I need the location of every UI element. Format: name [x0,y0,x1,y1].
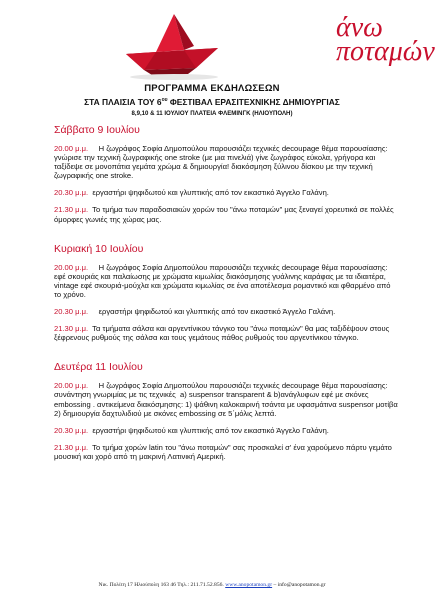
logo [118,8,435,82]
event-text: Η ζωγράφος Σοφία Δημοπούλου παρουσιάζει τεχνικές decoupage θέμα παρουσίασης: συνάντηση γνωριμίας με τις τεχνικές a) suspensor transparent & b)ανάγλυφων εφέ με σκόνες embossing . αντικείμενα διακόσμησης: 1) ψάθινη καλοκαιρινή τσάντα με υφασμάτινα suspensor μοτίβα 2) δημιουργία δαχτυλιδιού με σκόνες embossing σε 5΄μόλις λεπτά. [54,381,403,418]
event-entry [54,205,398,223]
page-title: ΠΡΟΓΡΑΜΜΑ ΕΚΔΗΛΩΣΕΩΝ [144,83,280,94]
spacer [54,232,398,243]
event-entry [54,263,398,299]
event-text: Τα τμήματα σάλσα και αργεντίνικου τάνγκο του "άνω ποταμών" θα μας ταξιδέψουν στους ξέφρενους ρυθμούς της σάλσα και τους γεμάτους πάθος ρυθμούς του αργεντίνικου τάνγκο. [54,324,392,343]
website-link[interactable]: www.anopotamon.gr [225,582,273,588]
subtitle-post: ΦΕΣΤΙΒΑΛ ΕΡΑΣΙΤΕΧΝΙΚΗΣ ΔΗΜΙΟΥΡΓΙΑΣ [167,97,340,107]
event-text: Η ζωγράφος Σοφία Δημοπούλου παρουσιάζει τεχνικές decoupage θέμα παρουσίασης: εφέ σκουριάς και παλαίωσης με χρώματα κιμωλίας διακόσμησης γυάλινης καράφας με τα ιδιαιτέρα, vintage εφέ σκουριά-μούχλα και χρώματα κιμωλίας σε ένα αποτέλεσμα ρομαντικό και φθαρμένο από το χρόνο. [54,262,393,299]
footer-separator: – [272,582,278,588]
event-text: εργαστήρι ψηφιδωτού και γλυπτικής από τον εικαστικό Άγγελο Γαλάνη. [88,307,336,317]
event-text: Το τμήμα χορών latin του "άνω ποταμών" σας προσκαλεί σ' ένα χαρούμενο πάρτυ γεμάτο μουσική και χορό από τη μακρινή Λατινική Αμερική. [54,442,394,461]
event-time: 21.30 μ.μ. [54,324,89,334]
event-text: Η ζωγράφος Σοφία Δημοπούλου παρουσιάζει τεχνικές decoupage θέμα παρουσίασης: γνώρισε την τεχνική ζωγραφικής one stroke (με μια πινελιά) γίνε ζωγράφος εύκολα, γρήγορα και ταξίδεψε σε μονοπάτια γεμάτα χρώμα & δημιουργία! διακόσμηση ξύλινου δίσκου με την τεχνική ζωγραφικής one stroke. [54,144,390,181]
event-entry [54,324,398,342]
event-text: εργαστήρι ψηφιδωτού και γλυπτικής από τον εικαστικό Άγγελο Γαλάνη. [88,188,329,198]
event-time: 21.30 μ.μ. [54,205,89,215]
event-entry [54,144,398,180]
event-text: Το τμήμα των παραδοσιακών χορών του "άνω ποταμών" μας ξεναγεί χορευτικά σε πολλές όμορφες γωνιές της χώρας μας. [54,205,396,224]
event-time: 20.00 μ.μ. [54,144,89,153]
event-entry [54,381,403,418]
day-heading: Σάββατο 9 Ιουλίου [54,124,140,136]
schedule [54,124,403,469]
paper-boat-icon [118,8,228,82]
festival-dates: 8,9,10 & 11 ΙΟΥΛΙΟΥ ΠΛΑΤΕΙΑ ΦΛΕΜΙΝΓΚ (ΗΛΙΟΥΠΟΛΗ) [131,110,293,117]
event-time: 20.30 μ.μ. [54,188,89,198]
event-entry [54,188,398,197]
spacer [54,350,398,361]
subtitle-pre: ΣΤΑ ΠΛΑΙΣΙΑ ΤΟΥ 6 [84,97,162,107]
event-time: 20.30 μ.μ. [54,307,89,317]
day-heading: Δευτέρα 11 Ιουλίου [54,361,143,374]
day-heading: Κυριακή 10 Ιουλίου [54,242,144,255]
brand-logo-text [336,12,435,67]
subtitle-ordinal: ου [161,97,168,104]
event-time: 20.00 μ.μ. [54,262,89,272]
event-time: 20.00 μ.μ. [54,381,89,391]
brand-line1: άνω [336,12,383,43]
event-time: 20.30 μ.μ. [54,425,89,435]
page-subtitle [0,97,424,107]
event-entry [54,426,398,435]
event-entry [54,443,398,461]
event-text: εργαστήρι ψηφιδωτού και γλυπτικής από τον εικαστικό Άγγελο Γαλάνη. [88,425,329,435]
footer [0,582,424,588]
email-address: info@anopotamon.gr [277,582,326,588]
brand-line2: ποταμών [336,36,435,67]
event-entry [54,307,398,316]
event-time: 21.30 μ.μ. [54,442,89,452]
footer-address: Νικ. Πολίτη 17 Ηλιούπολη 163 46 Τηλ.: 211.71.52.856. [98,582,226,588]
